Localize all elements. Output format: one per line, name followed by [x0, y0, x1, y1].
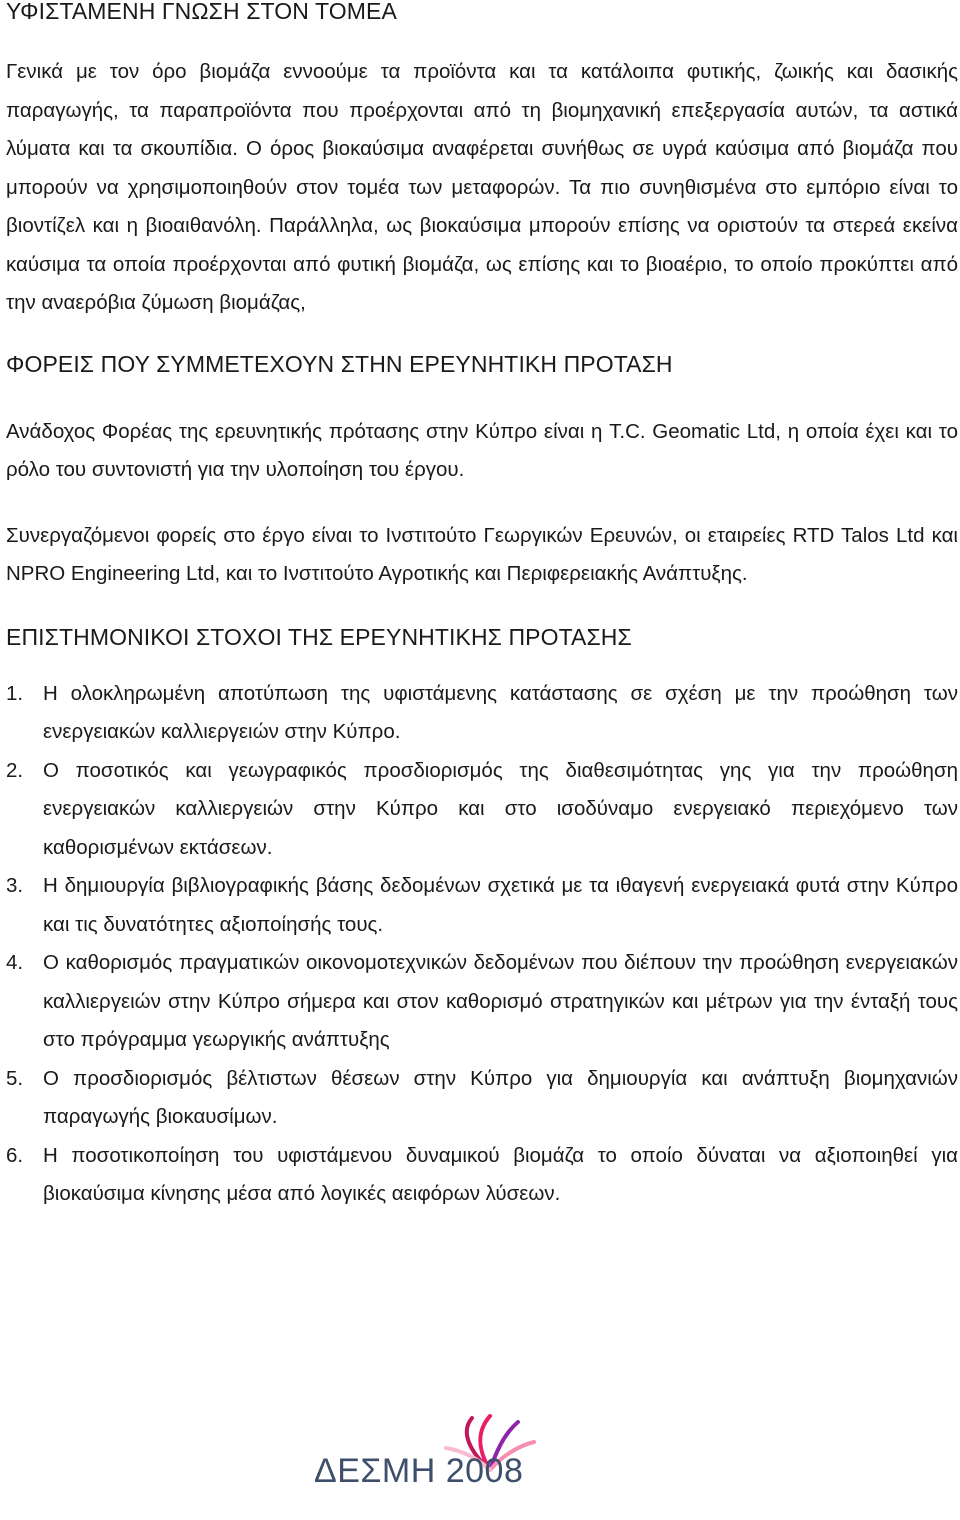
objective-text: Η ολοκληρωμένη αποτύπωση της υφιστάμενης κατάστασης σε σχέση με την προώθηση των ενεργειακών καλλιεργειών στην Κύπρο.: [43, 681, 958, 743]
objective-item: [6, 1137, 958, 1214]
objective-item: [6, 867, 958, 944]
objective-number: 6.: [6, 1143, 24, 1167]
objective-number: 2.: [6, 758, 24, 782]
objective-text: Η ποσοτικοποίηση του υφιστάμενου δυναμικού βιομάζα το οποίο δύναται να αξιοποιηθεί για βιοκαύσιμα κίνησης μέσα από λογικές αειφόρων λύσεων.: [43, 1143, 958, 1205]
paragraph-biomass-definition: Γενικά με τον όρο βιομάζα εννοούμε τα προϊόντα και τα κατάλοιπα φυτικής, ζωικής και δασικής παραγωγής, τα παραπροϊόντα που προέρχονται από τη βιομηχανική επεξεργασία αυτών, τα αστικά λύματα και τα σκουπίδια. Ο όρος βιοκαύσιμα αναφέρεται συνήθως σε υγρά καύσιμα από βιομάζα που μπορούν να χρησιμοποιηθούν στον τομέα των μεταφορών. Τα πιο συνηθισμένα στο εμπόριο είναι το βιοντίζελ και η βιοαιθανόλη. Παράλληλα, ως βιοκαύσιμα μπορούν επίσης να οριστούν τα στερεά εκείνα καύσιμα τα οποία προέρχονται από φυτική βιομάζα, ως επίσης και το βιοαέριο, το οποίο προκύπτει από την αναερόβια ζύμωση βιομάζας,: [6, 60, 958, 314]
heading-scientific-objectives: ΕΠΙΣΤΗΜΟΝΙΚΟΙ ΣΤΟΧΟΙ ΤΗΣ ΕΡΕΥΝΗΤΙΚΗΣ ΠΡΟΤΑΣΗΣ: [6, 623, 632, 650]
objective-text: Ο καθορισμός πραγματικών οικονομοτεχνικών δεδομένων που διέπουν την προώθηση ενεργειακών καλλιεργειών στην Κύπρο σήμερα και στον καθορισμό στρατηγικών και μέτρων για την ένταξή τους στο πρόγραμμα γεωργικής ανάπτυξης: [43, 951, 958, 1051]
objective-number: 5.: [6, 1066, 24, 1090]
objective-text: Ο προσδιορισμός βέλτιστων θέσεων στην Κύπρο για δημιουργία και ανάπτυξη βιομηχανιών παραγωγής βιοκαυσίμων.: [43, 1066, 958, 1128]
objective-item: [6, 752, 958, 868]
desmi-2008-logo: [310, 1412, 610, 1502]
paragraph-partners: Συνεργαζόμενοι φορείς στο έργο είναι το Ινστιτούτο Γεωργικών Ερευνών, οι εταιρείες RTD Talos Ltd και NPRO Engineering Ltd, και το Ινστιτούτο Αγροτικής και Περιφερειακής Ανάπτυξης.: [6, 523, 958, 585]
heading-participating-bodies: ΦΟΡΕΙΣ ΠΟΥ ΣΥΜΜΕΤΕΧΟΥΝ ΣΤΗΝ ΕΡΕΥΝΗΤΙΚΗ ΠΡΟΤΑΣΗ: [6, 350, 673, 377]
objective-item: [6, 944, 958, 1060]
objective-number: 4.: [6, 951, 24, 974]
document-page: [6, 0, 958, 1214]
objective-item: [6, 1060, 958, 1137]
objective-text: Η δημιουργία βιβλιογραφικής βάσης δεδομένων σχετικά με τα ιθαγενή ενεργειακά φυτά στην Κύπρο και τις δυνατότητες αξιοποίησής τους.: [43, 874, 958, 936]
heading-existing-knowledge: ΥΦΙΣΤΑΜΕΝΗ ΓΝΩΣΗ ΣΤΟΝ ΤΟΜΕΑ: [6, 0, 397, 24]
paragraph-contractor: Ανάδοχος Φορέας της ερευνητικής πρότασης στην Κύπρο είναι η T.C. Geomatic Ltd, η οποία έχει και το ρόλο του συντονιστή για την υλοποίηση του έργου.: [6, 419, 958, 481]
objectives-list: [6, 675, 958, 1214]
objective-number: 1.: [6, 681, 24, 705]
logo-text: ΔΕΣΜΗ 2008: [314, 1452, 524, 1490]
objective-text: Ο ποσοτικός και γεωγραφικός προσδιορισμός της διαθεσιμότητας γης για την προώθηση ενεργειακών καλλιεργειών στην Κύπρο και στο ισοδύναμο ενεργειακό περιεχόμενο των καθορισμένων εκτάσεων.: [43, 758, 958, 859]
objective-item: [6, 675, 958, 752]
objective-number: 3.: [6, 874, 24, 897]
